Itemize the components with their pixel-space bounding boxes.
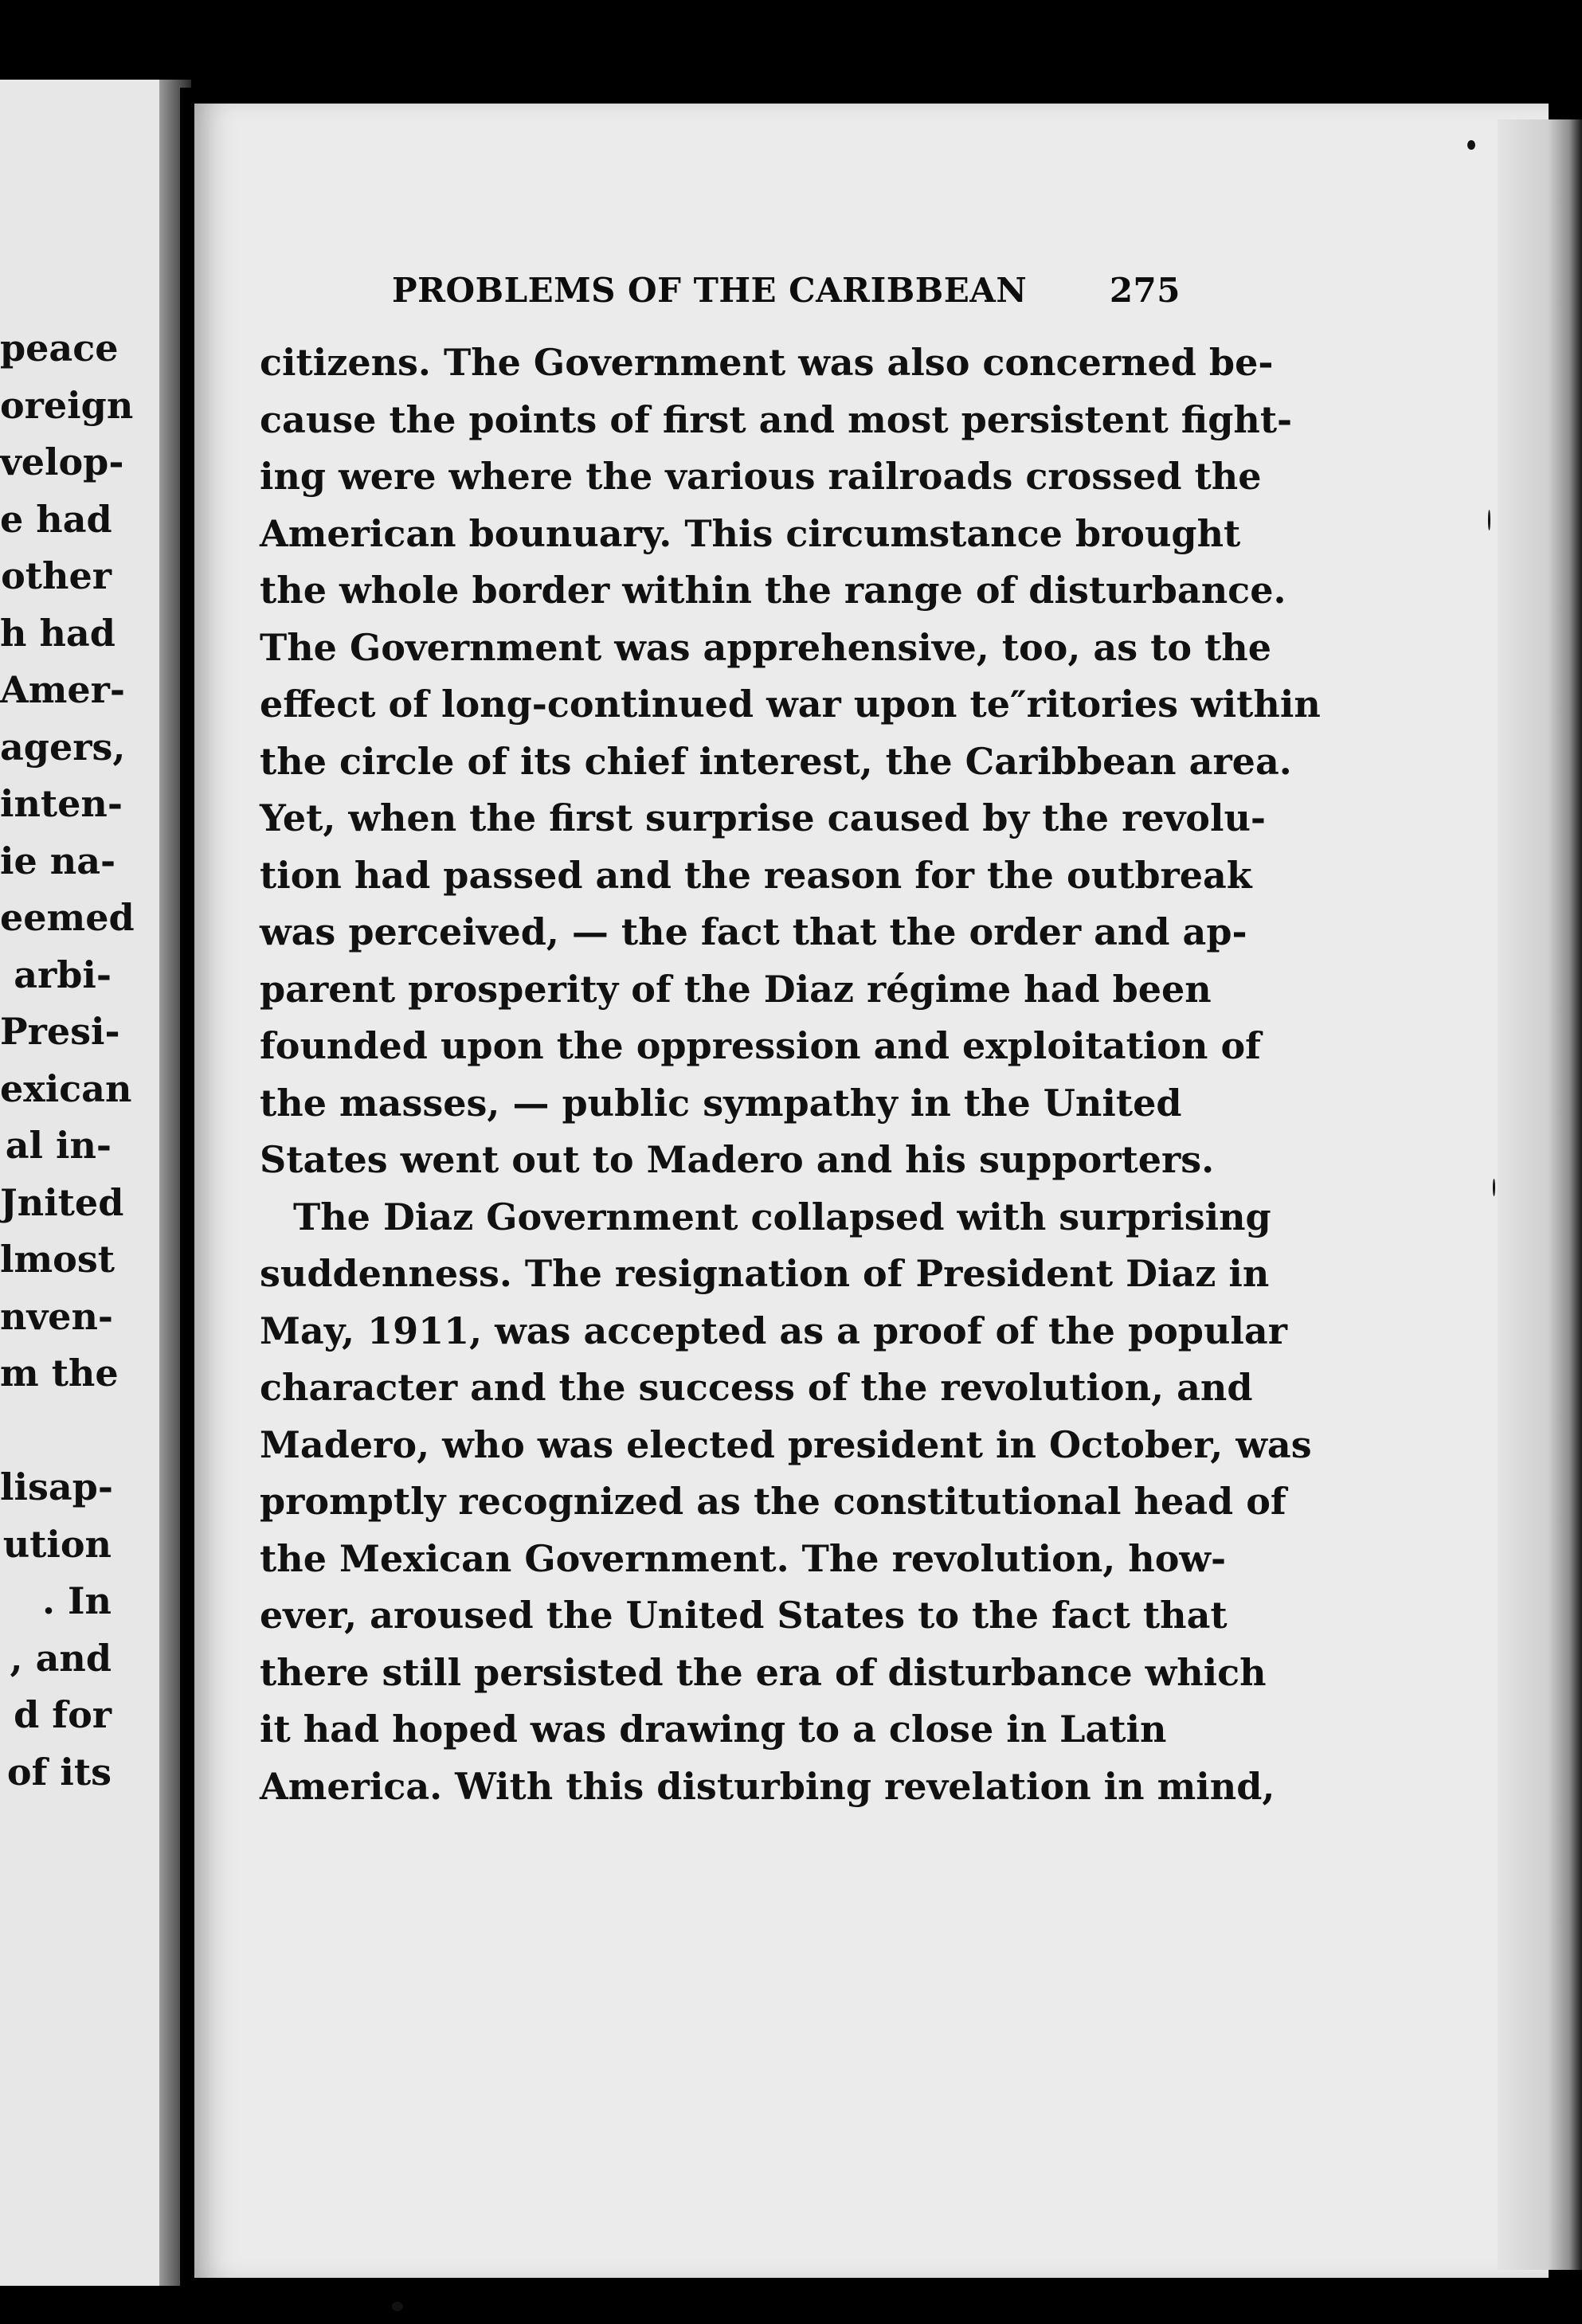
fragment-line: oreign [0, 383, 134, 427]
text-line: character and the success of the revolution, and [260, 1366, 1253, 1409]
fragment-line: Amer- [0, 668, 125, 711]
fragment-line: of its [6, 1750, 112, 1794]
film-speck [1493, 1179, 1495, 1196]
text-line: The Diaz Government collapsed with surprising [293, 1195, 1271, 1238]
fragment-line: lmost [0, 1238, 115, 1281]
running-title: PROBLEMS OF THE CARIBBEAN [392, 271, 1028, 310]
fragment-line: ie na- [0, 839, 116, 882]
film-speck [1467, 140, 1475, 150]
fragment-line: exican [0, 1066, 132, 1110]
text-line: States went out to Madero and his supporters. [260, 1138, 1215, 1181]
fragment-line: agers, [0, 725, 126, 769]
text-line: the Mexican Government. The revolution, how- [260, 1536, 1227, 1580]
fragment-line: Presi- [0, 1010, 120, 1053]
film-border-top [0, 0, 1582, 104]
text-line: America. With this disturbing revelation in mind, [260, 1764, 1275, 1808]
fragment-line: inten- [0, 782, 123, 825]
text-line: the whole border within the range of disturbance. [260, 569, 1286, 612]
text-line: The Government was apprehensive, too, as to the [260, 625, 1272, 669]
fragment-line: d for [14, 1693, 112, 1736]
fragment-line: peace [0, 327, 119, 370]
fragment-line: velop- [0, 440, 124, 483]
fragment-line: other [1, 554, 112, 597]
fragment-line [0, 1403, 112, 1460]
text-line: citizens. The Government was also concerned be- [260, 341, 1274, 384]
text-line: was perceived, — the fact that the order and ap- [260, 910, 1247, 953]
fragment-line: Jnited [0, 1180, 124, 1224]
page-edge-shadow [1498, 119, 1582, 2270]
fragment-line: . In [42, 1579, 112, 1622]
paragraph-1 [260, 335, 1321, 1189]
fragment-line: al in- [5, 1124, 112, 1167]
text-line: it had hoped was drawing to a close in Latin [260, 1708, 1167, 1751]
page-body [260, 335, 1321, 1815]
text-line: promptly recognized as the constitutional head of [260, 1480, 1286, 1523]
text-line: suddenness. The resignation of President Diaz in [260, 1252, 1270, 1295]
fragment-line: arbi- [14, 953, 112, 996]
fragment-line: h had [0, 611, 116, 655]
book-spine-gutter [180, 88, 194, 2286]
facing-page-text-fragments [0, 320, 135, 1801]
fragment-line: nven- [0, 1294, 113, 1338]
text-line: cause the points of first and most persistent fight- [260, 397, 1293, 441]
fragment-line: lisap- [0, 1465, 113, 1508]
paragraph-2 [260, 1189, 1312, 1816]
text-line: the masses, — public sympathy in the United [260, 1081, 1182, 1125]
text-line: Madero, who was elected president in October, was [260, 1422, 1312, 1466]
text-line: May, 1911, was accepted as a proof of the popular [260, 1309, 1287, 1352]
text-line: ing were where the various railroads crossed the [260, 455, 1262, 498]
fragment-line: eemed [0, 896, 135, 939]
film-speck [392, 2302, 403, 2311]
text-line: there still persisted the era of disturbance which [260, 1650, 1267, 1694]
text-line: founded upon the oppression and exploitation of [260, 1024, 1261, 1067]
fragment-line: , and [10, 1636, 112, 1680]
fragment-line: ution [2, 1522, 112, 1566]
page-number: 275 [1109, 271, 1181, 310]
text-line: Yet, when the first surprise caused by the revolu- [260, 796, 1267, 839]
fragment-line: m the [0, 1352, 119, 1395]
text-line: tion had passed and the reason for the outbreak [260, 853, 1252, 897]
text-line: effect of long-continued war upon te″ritories within [260, 683, 1321, 726]
text-line: ever, aroused the United States to the fact that [260, 1594, 1228, 1637]
fragment-line: e had [0, 497, 112, 541]
film-speck [1488, 510, 1490, 530]
text-line: the circle of its chief interest, the Caribbean area. [260, 739, 1292, 783]
text-line: parent prosperity of the Diaz régime had been [260, 967, 1212, 1011]
text-line: American bounuary. This circumstance brought [260, 511, 1241, 555]
